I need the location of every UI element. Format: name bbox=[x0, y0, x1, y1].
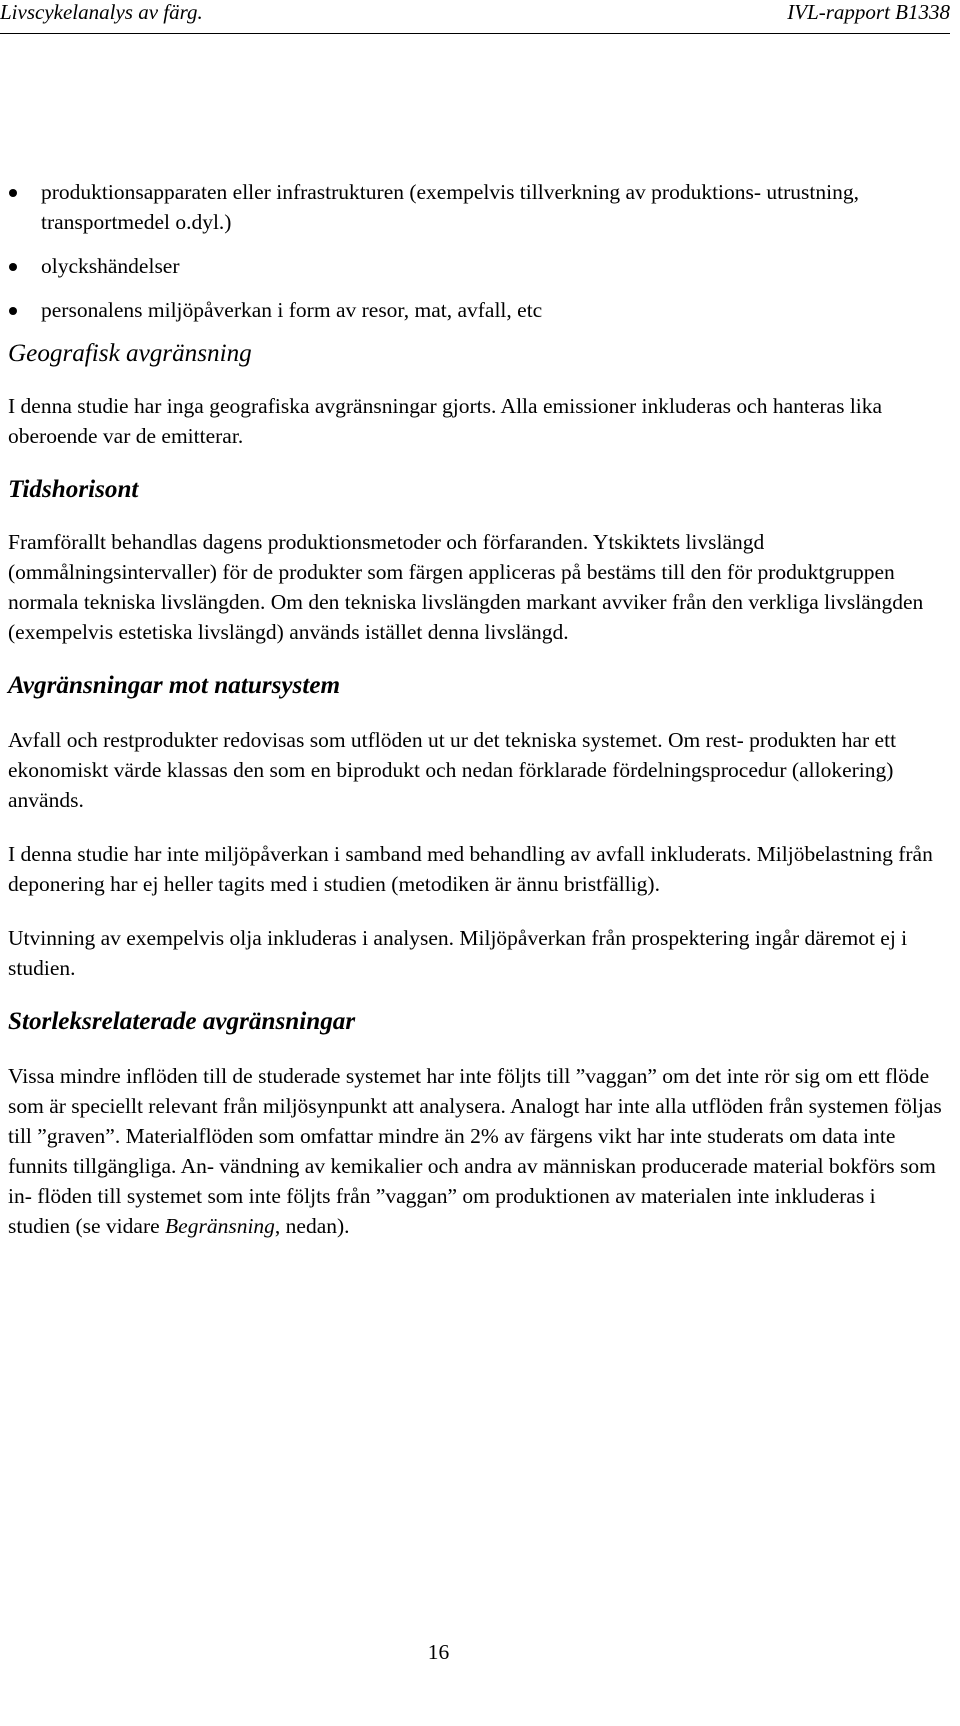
list-item bbox=[8, 251, 943, 281]
bullet-icon bbox=[9, 307, 17, 315]
paragraph-storlek-tail: , nedan). bbox=[274, 1214, 350, 1238]
paragraph-storlek-text: Vissa mindre inflöden till de studerade systemet har inte följts till ”vaggan” om det inte rör sig om ett flöde som är speciellt relevant från miljösynpunkt att analysera. Analogt har inte alla utflöden från systemen följas till ”graven”. Materialflöden som omfattar mindre än 2% av färgens vikt har inte studerats om data inte funnits tillgängliga. An- vändning av kemikalier och andra av människan producerade material bokförs som in- flöden till systemet som inte följts från ”vaggan” om produktionen av materialen inte inkluderas i studien (se vidare bbox=[8, 1064, 942, 1238]
section-heading-storlek: Storleksrelaterade avgränsningar bbox=[8, 1008, 356, 1035]
paragraph-natursystem-1: Avfall och restprodukter redovisas som utflöden ut ur det tekniska systemet. Om rest- produkten har ett ekonomiskt värde klassas den som en biprodukt och nedan förklarade fördelningsprocedur (allokering) används. bbox=[8, 728, 897, 812]
page-number: 16 bbox=[427, 1640, 450, 1664]
bullet-icon bbox=[9, 263, 17, 271]
section-heading-tidshorisont: Tidshorisont bbox=[8, 476, 139, 503]
list-item-text: personalens miljöpåverkan i form av resor, mat, avfall, etc bbox=[41, 298, 543, 322]
paragraph-natursystem-3: Utvinning av exempelvis olja inkluderas i analysen. Miljöpåverkan från prospektering ingår däremot ej i studien. bbox=[8, 926, 908, 980]
paragraph-storlek bbox=[8, 1061, 943, 1241]
paragraph-tidshorisont: Framförallt behandlas dagens produktionsmetoder och förfaranden. Ytskiktets livslängd (ommålningsintervaller) för de produkter som färgen appliceras på bestäms till den för produktgruppen normala tekniska livslängden. Om den tekniska livslängden markant avviker från den verkliga livslängden (exempelvis estetiska livslängd) används istället denna livslängd. bbox=[8, 530, 924, 644]
header-report-title: Livscykelanalys av färg. bbox=[0, 0, 203, 24]
cross-reference: Begränsning bbox=[165, 1214, 275, 1238]
header-report-id: IVL-rapport B1338 bbox=[787, 0, 950, 24]
list-item bbox=[8, 295, 943, 325]
list-item-text: olyckshändelser bbox=[41, 254, 180, 278]
section-heading-natursystem: Avgränsningar mot natursystem bbox=[8, 672, 341, 699]
bullet-icon bbox=[9, 189, 17, 197]
page-header bbox=[0, 0, 960, 28]
page-body bbox=[8, 177, 943, 1241]
paragraph-natursystem-2: I denna studie har inte miljöpåverkan i samband med behandling av avfall inkluderats. Miljöbelastning från deponering har ej heller tagits med i studien (metodiken är ännu bristfällig). bbox=[8, 842, 933, 896]
section-heading-geografisk: Geografisk avgränsning bbox=[8, 340, 252, 367]
list-item bbox=[8, 177, 943, 237]
paragraph-geografisk: I denna studie har inga geografiska avgränsningar gjorts. Alla emissioner inkluderas och hanteras lika oberoende var de emitterar. bbox=[8, 394, 883, 448]
header-divider bbox=[0, 33, 950, 34]
list-item-text: produktionsapparaten eller infrastrukturen (exempelvis tillverkning av produktions- utrustning, transportmedel o.dyl.) bbox=[41, 180, 859, 234]
exclusion-list bbox=[8, 177, 943, 325]
